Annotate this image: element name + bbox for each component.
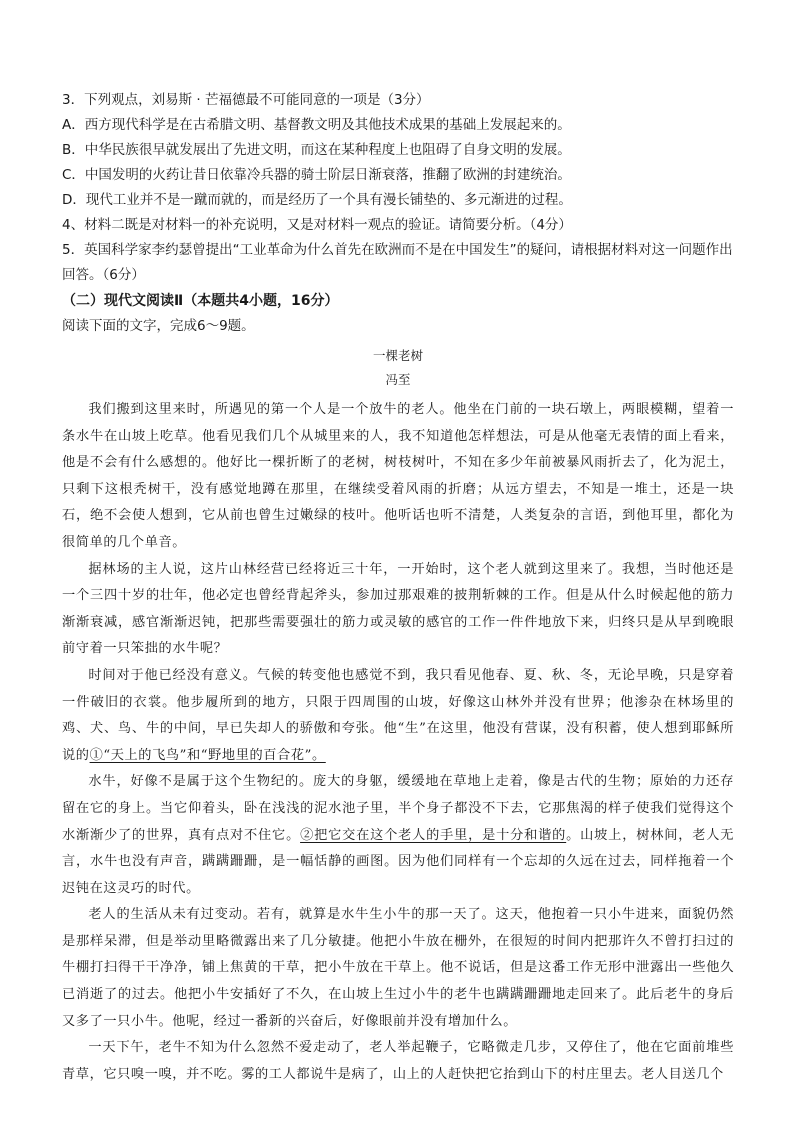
underlined-sentence-2: ②把它交在这个老人的手里，是十分和谐的 [300,827,567,843]
question-5: 5．英国科学家李约瑟曾提出“工业革命为什么首先在欧洲而不是在中国发生”的疑问，请根据材料对这一问题作出回答。（6分） [62,242,733,283]
paragraph-4-text-start: 水牛，好像不是属于这个生物纪的。庞大的身躯，缓缓地在草地上走着，像是古代的生物；原始的力还存留在它的身上。当它仰着头，卧在浅浅的泥水池子里，半个身子都没不下去，它那焦渴的样子使我们觉得这个水渐渐少了的世界，真有点对不住它。 [62,774,734,843]
article-paragraph-1: 我们搬到这里来时，所遇见的第一个人是一个放牛的老人。他坐在门前的一块石墩上，两眼模糊，望着一条水牛在山坡上吃草。他看见我们几个从城里来的人，我不知道他怎样想法，可是从他毫无表情的面上看来，他是不会有什么感想的。他好比一棵折断了的老树，树枝树叶，不知在多少年前被暴风雨折去了，化为泥土，只剩下这根秃树干，没有感觉地蹲在那里，在继续受着风雨的折磨；从远方望去，不知是一堆土，还是一块石，绝不会使人想到，它从前也曾生过嫩绿的枝叶。他听话也听不清楚，人类复杂的言语，到他耳里，都化为很简单的几个单音。 [62,402,734,550]
question-3-stem: 3．下列观点，刘易斯 · 芒福德最不可能同意的一项是（3分） [62,92,430,108]
article-paragraph-6: 一天下午，老牛不知为什么忽然不爱走动了，老人举起鞭子，它略微走几步，又停住了，他在它面前堆些青草，它只嗅一嗅，并不吃。雾的工人都说牛是病了，山上的人赶快把它抬到山下的村庄里去。老人目送几个 [62,1040,734,1082]
article-paragraph-5: 老人的生活从未有过变动。若有，就算是水牛生小牛的那一天了。这天，他抱着一只小牛进来，面貌仍然是那样呆滞，但是举动里略微露出来了几分敏捷。他把小牛放在栅外，在很短的时间内把那许久不曾打扫过的牛棚打扫得干干净净，铺上焦黄的干草，把小牛放在干草上。他不说话，但是这番工作无形中泄露出一些他久已消逝了的过去。他把小牛安插好了不久，在山坡上生过小牛的老牛也蹒蹒跚跚地走回来了。此后老牛的身后又多了一只小牛。他呢，经过一番新的兴奋后，好像眼前并没有增加什么。 [62,907,734,1029]
paragraph-3-text: 时间对于他已经没有意义。气候的转变他也感觉不到，我只看见他春、夏、秋、冬，无论早晚，只是穿着一件破旧的衣裳。他步履所到的地方，只限于四周围的山坡，好像这山林外并没有世界；他渗杂在林场里的鸡、犬、鸟、牛的中间，早已失却人的骄傲和夸张。他“生”在这里，他没有营谋，没有积蓄，使人想到耶稣所说的 [62,667,734,763]
question-3-option-c: C．中国发明的火药让昔日依靠冷兵器的骑士阶层日渐衰落，推翻了欧洲的封建统治。 [62,167,571,183]
article-paragraph-4 [62,769,734,902]
section-instruction: 阅读下面的文字，完成6～9题。 [62,318,255,334]
question-4: 4、材料二既是对材料一的补充说明，又是对材料一观点的验证。请简要分析。（4分） [62,217,572,233]
question-3-option-b: B．中华民族很早就发展出了先进文明，而这在某种程度上也阻碍了自身文明的发展。 [62,142,571,158]
underlined-sentence-1: ①“天上的飞鸟”和“野地里的百合花”。 [89,747,326,763]
article-paragraph-3 [62,663,734,769]
exam-page [62,88,734,1088]
question-3-option-a: A．西方现代科学是在古希腊文明、基督教文明及其他技术成果的基础上发展起来的。 [62,117,571,133]
question-3-option-d: D．现代工业并不是一蹴而就的，而是经历了一个具有漫长铺垫的、多元渐进的过程。 [62,192,572,208]
paragraph-4-text-end: 。山坡上，树林间，老人无言，水牛也没有声音，蹒蹒跚跚，是一幅恬静的画图。因为他们同样有一个忘却的久远在过去，同样拖着一个迟钝在这灵巧的时代。 [62,827,735,896]
article-paragraph-2: 据林场的主人说，这片山林经营已经将近三十年，一开始时，这个老人就到这里来了。我想，当时他还是一个三四十岁的壮年，他必定也曾经背起斧头，参加过那艰难的披荆斩棘的工作。但是从什么时候起他的筋力渐渐衰减，感官渐渐迟钝，把那些需要强壮的筋力或灵敏的感官的工作一件件地放下来，归终只是从早到晚眼前守着一只笨拙的水牛呢？ [62,561,734,657]
section-heading: （二）现代文阅读Ⅱ（本题共4小题，16分） [62,293,339,309]
article-title: 一棵老树 [372,348,423,363]
article-author: 冯至 [385,372,411,387]
